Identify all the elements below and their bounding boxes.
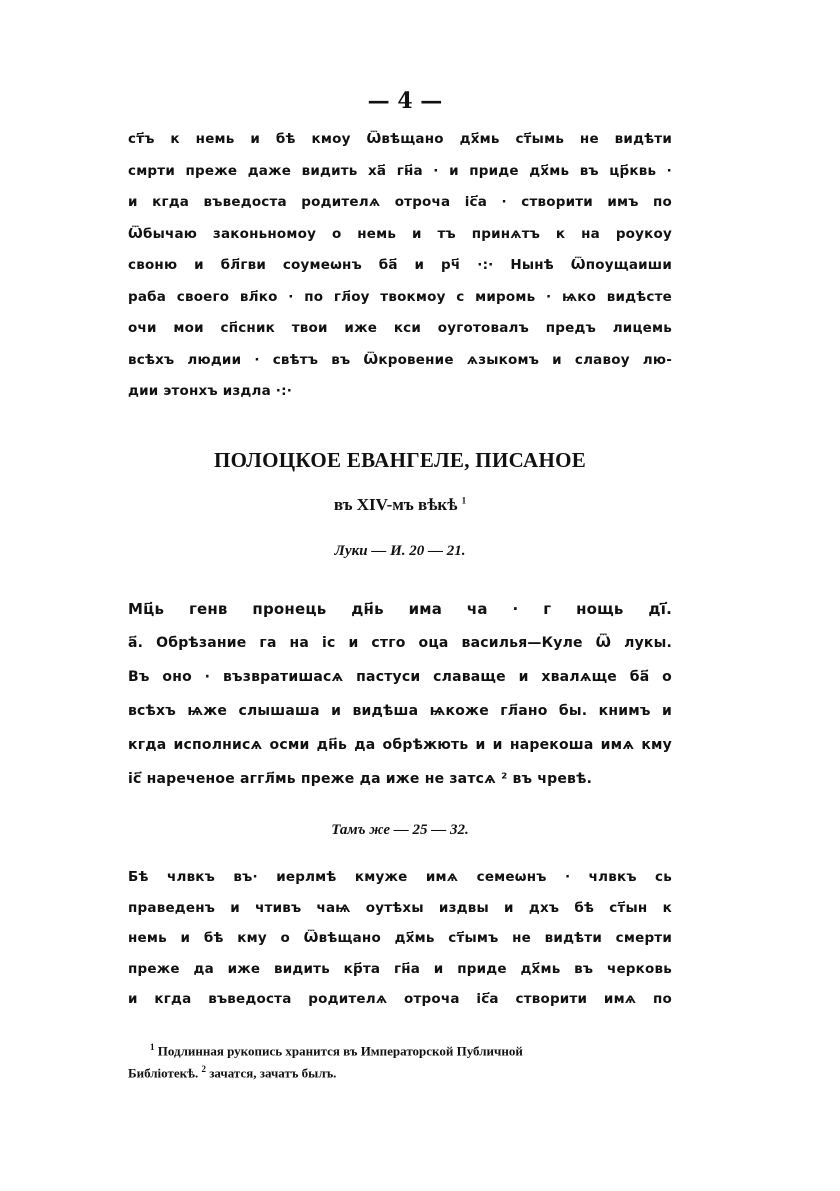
text-line: очи мои сп҃сник твои иже кси оуготовалъ предъ лицемь [128,320,672,336]
text-line: и кгда въведоста родителѧ отроча іс҃а створити имѧ по [128,991,672,1007]
page-number: — 4 — [367,88,443,114]
text-line: Мц҃ь генв пронець дн҃ь има ча · г нощь ді҃. [128,600,672,618]
text-line: кгда исполнисѧ осми дн҃ь да обрѣжють и и нарекоша имѧ кму [128,737,672,753]
text-line: Ѿбычаю законьномоу о немь и тъ принѧтъ к на роукоу [128,225,672,242]
text-line: и кгда въведоста родителѧ отроча іс҃а · створити имъ по [128,194,672,210]
scripture-reference: Луки — И. 20 — 21. [334,543,466,559]
text-line: дии этонхъ издла ·:· [128,383,293,399]
text-line: своню и бл҃гви соумеѡнъ ба҃ и рч҃ ·:· Нынѣ Ѿпоущаиши [128,257,672,273]
text-line: ст҃ъ к немь и бѣ кмоу Ѿвѣщано дх҃мь ст҃ымь не видѣти [128,131,672,147]
text-line: іс҃ нареченое аггл҃мь преже да иже не затсѧ ² въ чревѣ. [128,771,593,787]
text-line: всѣхъ ѩже слышаша и видѣша ѩкоже гл҃ано бы. книмъ и [128,703,672,719]
text-line: а҃. Обрѣзание га на ic и стго оца василья—Куле Ѿ лукы. [128,635,672,651]
section-subheading [128,495,672,515]
text-line: Бѣ члвкъ въ· иерлмѣ кмуже имѧ семеѡнъ · члвкъ сь [128,869,672,885]
footnote [128,1058,676,1080]
footnote-text: зачатся, зачатъ былъ. [209,1065,337,1081]
text-block-polotsk-gospel [128,592,672,796]
text-line: преже да иже видить кр҃та гн҃а и приде дх҃мь въ черковь [128,960,672,977]
footnote-marker: 2 [201,1064,206,1074]
text-line: смрти преже даже видить ха҃ гн҃а · и приде дх҃мь въ цр҃квь · [128,162,672,179]
text-block-luke-2-25 [128,862,672,1015]
text-line: праведенъ и чтивъ чаѩ оутѣхы издвы и дхъ бѣ ст҃ын к [128,899,672,916]
scripture-reference: Тамъ же — 25 — 32. [331,822,469,838]
footnote-reference: 1 [461,495,467,506]
footnote [128,1036,676,1058]
text-line: немь и бѣ кму о Ѿвѣщано дх҃мь ст҃ымъ не видѣти смерти [128,930,672,946]
subheading-text: въ XIV-мъ вѣкѣ [333,495,458,514]
text-line: Въ оно · възвратишасѧ пастуси славаще и хвалѧще ба҃ о [128,669,672,685]
footnote-text: Библіотекѣ. [128,1065,199,1081]
text-line: всѣхъ людии · свѣтъ въ Ѿкровение ѧзыкомъ и славоу лю- [128,351,672,368]
footnotes [128,1036,676,1080]
text-line: раба своего вл҃ко · по гл҃оу твокмоу с миромь · ѩко видѣсте [128,288,672,305]
footnote-text: Подлинная рукопись хранится въ Императорской Публичной [157,1043,523,1059]
footnote-marker: 1 [150,1042,155,1052]
text-block-luke-2 [128,124,672,408]
section-heading: ПОЛОЦКОЕ ЕВАНГЕЛЕ, ПИСАНОЕ [213,448,587,472]
